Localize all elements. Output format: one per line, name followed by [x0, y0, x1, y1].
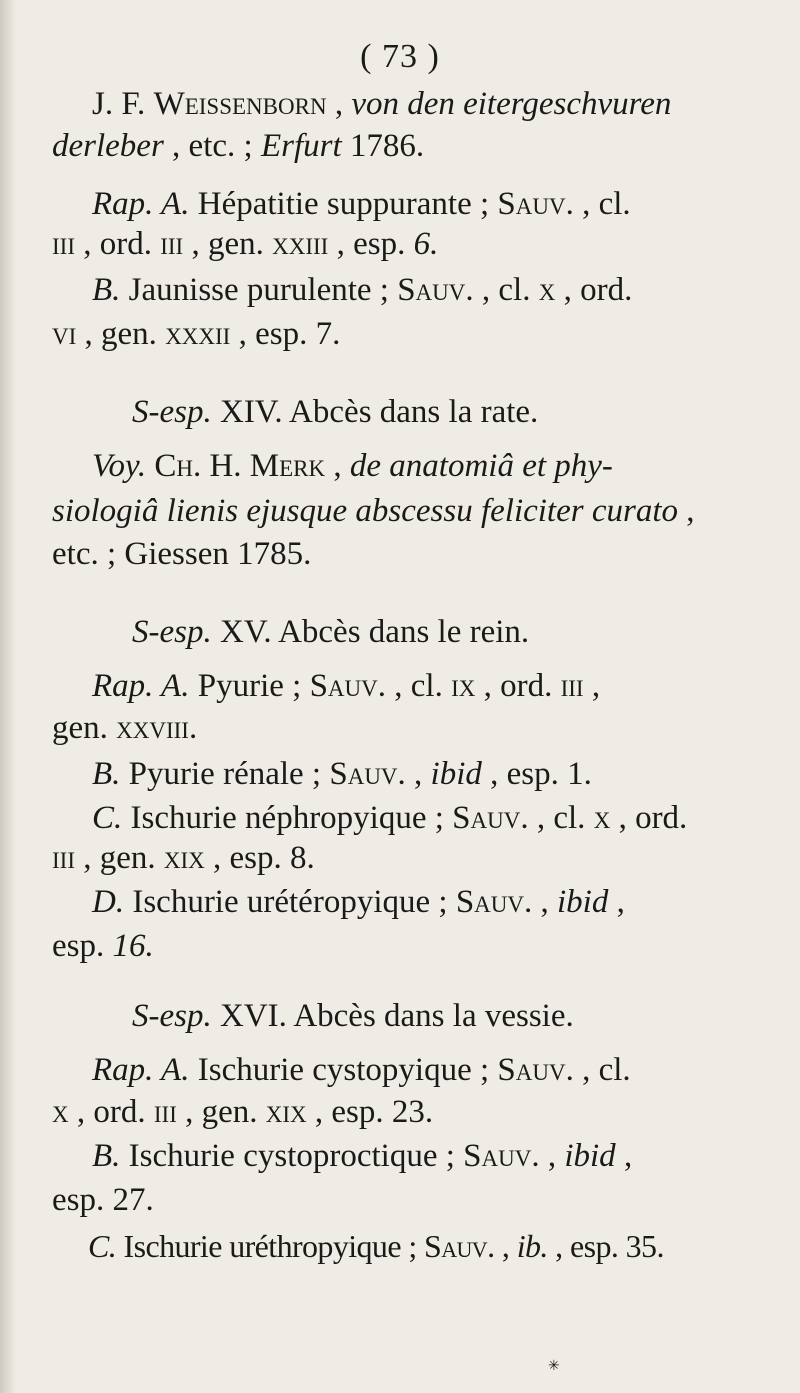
text-line: [52, 1184, 154, 1217]
text-segment: iii: [560, 668, 584, 704]
text-line: [92, 758, 592, 791]
text-segment: Sauv.: [497, 186, 574, 222]
text-segment: Sauv.: [309, 668, 386, 704]
text-segment: XVI. Abcès dans la vessie.: [211, 998, 574, 1034]
text-segment: etc. ; Giessen 1785.: [52, 536, 312, 572]
text-segment: , ord.: [555, 272, 633, 308]
text-segment: ib.: [516, 1228, 548, 1264]
text-segment: Pyurie rénale ;: [120, 756, 330, 792]
text-line: [92, 886, 625, 919]
text-segment: B.: [92, 272, 121, 308]
text-segment: , esp. 8.: [204, 840, 315, 876]
text-segment: von den eitergeschvuren: [351, 86, 672, 122]
text-segment: xxviii.: [116, 710, 198, 746]
text-line: [132, 616, 529, 649]
text-segment: siologiâ lienis ejusque abscessu feliciter curato: [52, 493, 679, 529]
text-segment: xix: [265, 1094, 307, 1130]
text-segment: x: [538, 272, 556, 308]
text-line: [52, 1096, 433, 1129]
text-segment: iii: [153, 1094, 177, 1130]
text-segment: S-esp.: [132, 394, 212, 430]
text-segment: x: [593, 800, 611, 836]
text-segment: x: [52, 1094, 69, 1130]
text-segment: gen.: [52, 710, 117, 746]
text-segment: , ord.: [68, 1094, 154, 1130]
text-segment: S-esp.: [132, 614, 212, 650]
text-segment: ,: [539, 1138, 565, 1174]
text-segment: C.: [88, 1228, 117, 1264]
text-segment: 16.: [112, 928, 154, 964]
text-segment: XIV. Abcès dans la rate.: [211, 394, 539, 430]
text-segment: , esp. 7.: [230, 316, 341, 352]
text-segment: Erfurt: [260, 128, 342, 164]
text-segment: Sauv.: [497, 1052, 574, 1088]
text-line: [92, 450, 613, 483]
text-segment: , cl.: [473, 272, 539, 308]
text-segment: Weissenborn: [153, 86, 327, 122]
text-segment: , gen.: [74, 840, 164, 876]
text-segment: ibid: [430, 756, 482, 792]
text-segment: J. F.: [92, 86, 154, 122]
text-segment: ,: [326, 86, 352, 122]
text-segment: Sauv.: [463, 1138, 540, 1174]
text-line: [52, 538, 311, 571]
catchword-mark: ✳: [548, 1359, 560, 1374]
text-segment: , gen.: [183, 226, 273, 262]
text-line: [52, 930, 154, 963]
text-segment: xxiii: [272, 226, 329, 262]
text-segment: S-esp.: [132, 998, 212, 1034]
text-segment: , esp.: [328, 226, 414, 262]
text-segment: Jaunisse purulente ;: [120, 272, 398, 308]
text-line: [52, 130, 424, 163]
text-segment: iii: [52, 226, 75, 262]
text-segment: ,: [532, 884, 557, 920]
text-segment: ,: [615, 1138, 633, 1174]
text-segment: 6.: [413, 226, 439, 262]
text-segment: 1786.: [341, 128, 425, 164]
text-segment: B.: [92, 756, 121, 792]
text-segment: , esp. 23.: [306, 1094, 434, 1130]
text-segment: Rap. A.: [92, 668, 190, 704]
text-line: [52, 842, 315, 875]
text-line: [92, 88, 671, 121]
text-segment: Sauv.: [424, 1228, 495, 1264]
text-line: [92, 1140, 632, 1173]
text-line: [52, 712, 197, 745]
text-segment: iii: [52, 840, 75, 876]
text-segment: Voy.: [92, 448, 147, 484]
text-segment: ibid: [564, 1138, 616, 1174]
text-segment: ,: [678, 493, 695, 529]
text-segment: ,: [608, 884, 625, 920]
text-line: [52, 228, 438, 261]
text-line: [92, 188, 631, 221]
text-segment: C.: [92, 800, 123, 836]
text-segment: , cl.: [573, 186, 631, 222]
page-edge-shadow: [0, 0, 16, 1393]
text-segment: Pyurie ;: [189, 668, 310, 704]
text-segment: Rap. A.: [92, 186, 190, 222]
text-segment: ix: [451, 668, 476, 704]
text-segment: , gen.: [76, 316, 166, 352]
text-segment: , esp. 1.: [481, 756, 592, 792]
text-segment: , cl.: [386, 668, 452, 704]
text-segment: Sauv.: [452, 800, 529, 836]
text-segment: B.: [92, 1138, 121, 1174]
text-segment: ibid: [557, 884, 609, 920]
text-line: [132, 396, 538, 429]
text-segment: ,: [405, 756, 431, 792]
text-segment: Rap. A.: [92, 1052, 190, 1088]
text-segment: de anatomiâ et phy-: [349, 448, 613, 484]
text-segment: Hépatitie suppurante ;: [189, 186, 498, 222]
text-segment: , ord.: [74, 226, 161, 262]
text-segment: D.: [92, 884, 125, 920]
text-segment: Ischurie urétéropyique ;: [124, 884, 456, 920]
page-number: ( 73 ): [360, 38, 440, 75]
text-line: [52, 495, 695, 528]
text-segment: ,: [583, 668, 601, 704]
text-segment: xxxii: [165, 316, 231, 352]
text-segment: , gen.: [176, 1094, 266, 1130]
text-line: [92, 802, 687, 835]
text-segment: , ord.: [475, 668, 561, 704]
text-segment: ,: [325, 448, 350, 484]
text-segment: Sauv.: [455, 884, 533, 920]
text-line: [132, 1000, 574, 1033]
text-segment: , etc. ;: [163, 128, 261, 164]
text-segment: ,: [494, 1228, 517, 1264]
text-segment: Ch. H. Merk: [154, 448, 326, 484]
text-line: [92, 670, 600, 703]
text-segment: iii: [160, 226, 184, 262]
text-segment: XV. Abcès dans le rein.: [211, 614, 530, 650]
text-line: [92, 1054, 631, 1087]
text-segment: , cl.: [573, 1052, 631, 1088]
text-line: [92, 274, 632, 307]
text-segment: , ord.: [610, 800, 688, 836]
text-segment: esp.: [52, 928, 113, 964]
text-segment: Ischurie néphropyique ;: [122, 800, 453, 836]
text-line: [88, 1230, 664, 1262]
text-segment: vi: [52, 316, 77, 352]
text-segment: , cl.: [528, 800, 594, 836]
text-line: [52, 318, 340, 351]
text-segment: Ischurie cystopyique ;: [189, 1052, 498, 1088]
text-segment: Ischurie cystoproctique ;: [120, 1138, 464, 1174]
text-segment: Sauv.: [329, 756, 406, 792]
text-segment: esp. 27.: [52, 1182, 154, 1218]
text-segment: xix: [163, 840, 205, 876]
text-segment: Ischurie uréthropyique ;: [116, 1228, 425, 1264]
text-segment: derleber: [52, 128, 164, 164]
text-segment: , esp. 35.: [547, 1228, 664, 1264]
text-segment: Sauv.: [397, 272, 474, 308]
